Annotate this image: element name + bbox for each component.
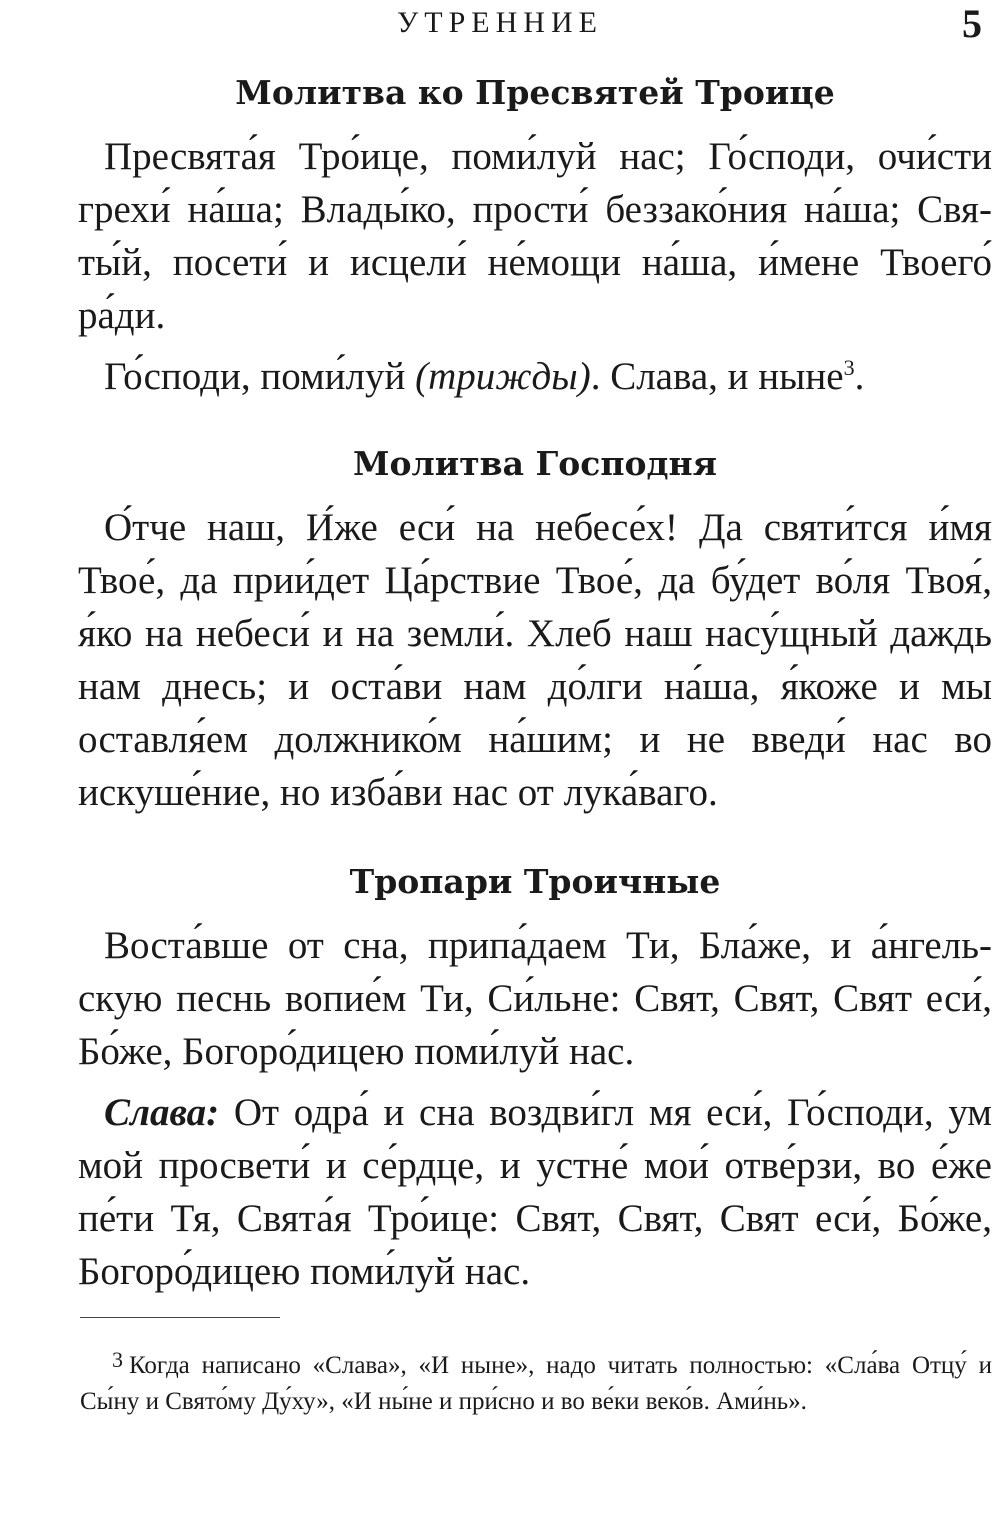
footnote-3 — [80, 1342, 992, 1420]
heading-prayer-to-trinity: Молитва ко Пресвятей Троице — [235, 73, 835, 112]
lord-have-mercy-text: Го́споди, поми́луй — [104, 355, 416, 398]
footnote-mark: 3 — [112, 1347, 123, 1372]
footnote-ref-3[interactable]: 3 — [843, 355, 855, 380]
troparion-1-text: Воста́вше от сна, припа́даем Ти, Бла́же, и а́нгельскую песнь вопие́м Ти, Си́льне: Свят, Свят, Свят еси́, Бо́же, Богоро́дицею поми́луй нас. — [78, 924, 992, 1073]
page-content — [78, 68, 992, 1298]
thrice-rubric: (трижды) — [415, 355, 591, 398]
lord-have-mercy-line — [78, 350, 992, 403]
footnote-text: Когда написано «Слава», «И ныне», надо читать полностью: «Сла́ва Отцу́ и Сы́ну и Свято́му Ду́ху», «И ны́не и при́сно и во ве́ки веко́в. Ами́нь». — [80, 1352, 992, 1415]
page-number: 5 — [962, 1, 982, 46]
glory-label: Слава: — [104, 1091, 220, 1134]
heading-trinity-troparia: Тропари Троичные — [349, 862, 721, 901]
glory-now-text: . Слава, и ныне — [590, 355, 844, 398]
heading-lords-prayer: Молитва Господня — [352, 444, 718, 483]
line-end-period: . — [854, 355, 865, 398]
running-head — [0, 2, 1000, 50]
troparion-glory — [78, 1086, 992, 1298]
prayer-to-trinity-text: Пресвята́я Тро́ице, поми́луй нас; Го́споди, очи́сти грехи́ на́ша; Влады́ко, прости́ беззако́ния на́ша; Святы́й, посети́ и исцели́ не́мощи на́ша, и́мене Твоего́ ра́ди. — [78, 135, 992, 337]
running-title: УТРЕННИЕ — [397, 6, 603, 39]
footnote-divider — [80, 1317, 280, 1318]
troparion-glory-text: От одра́ и сна воздви́гл мя еси́, Го́споди, ум мой просвети́ и се́рдце, и устне́ мои́ отве́рзи, во е́же пе́ти Тя, Свята́я Тро́ице: Свят, Свят, Свят еси́, Бо́же, Богоро́дицею поми́луй нас. — [78, 1091, 992, 1293]
lords-prayer-text: О́тче наш, И́же еси́ на небесе́х! Да святи́тся и́мя Твое́, да прии́дет Ца́рствие Твое́, да бу́дет во́ля Твоя́, я́ко на небеси́ и на земли́. Хлеб наш насу́щный даждь нам днесь; и оста́ви нам до́лги на́ша, я́коже и мы оставля́ем должнико́м на́шим; и не введи́ нас во искуше́ние, но изба́ви нас от лука́ваго. — [78, 506, 992, 814]
